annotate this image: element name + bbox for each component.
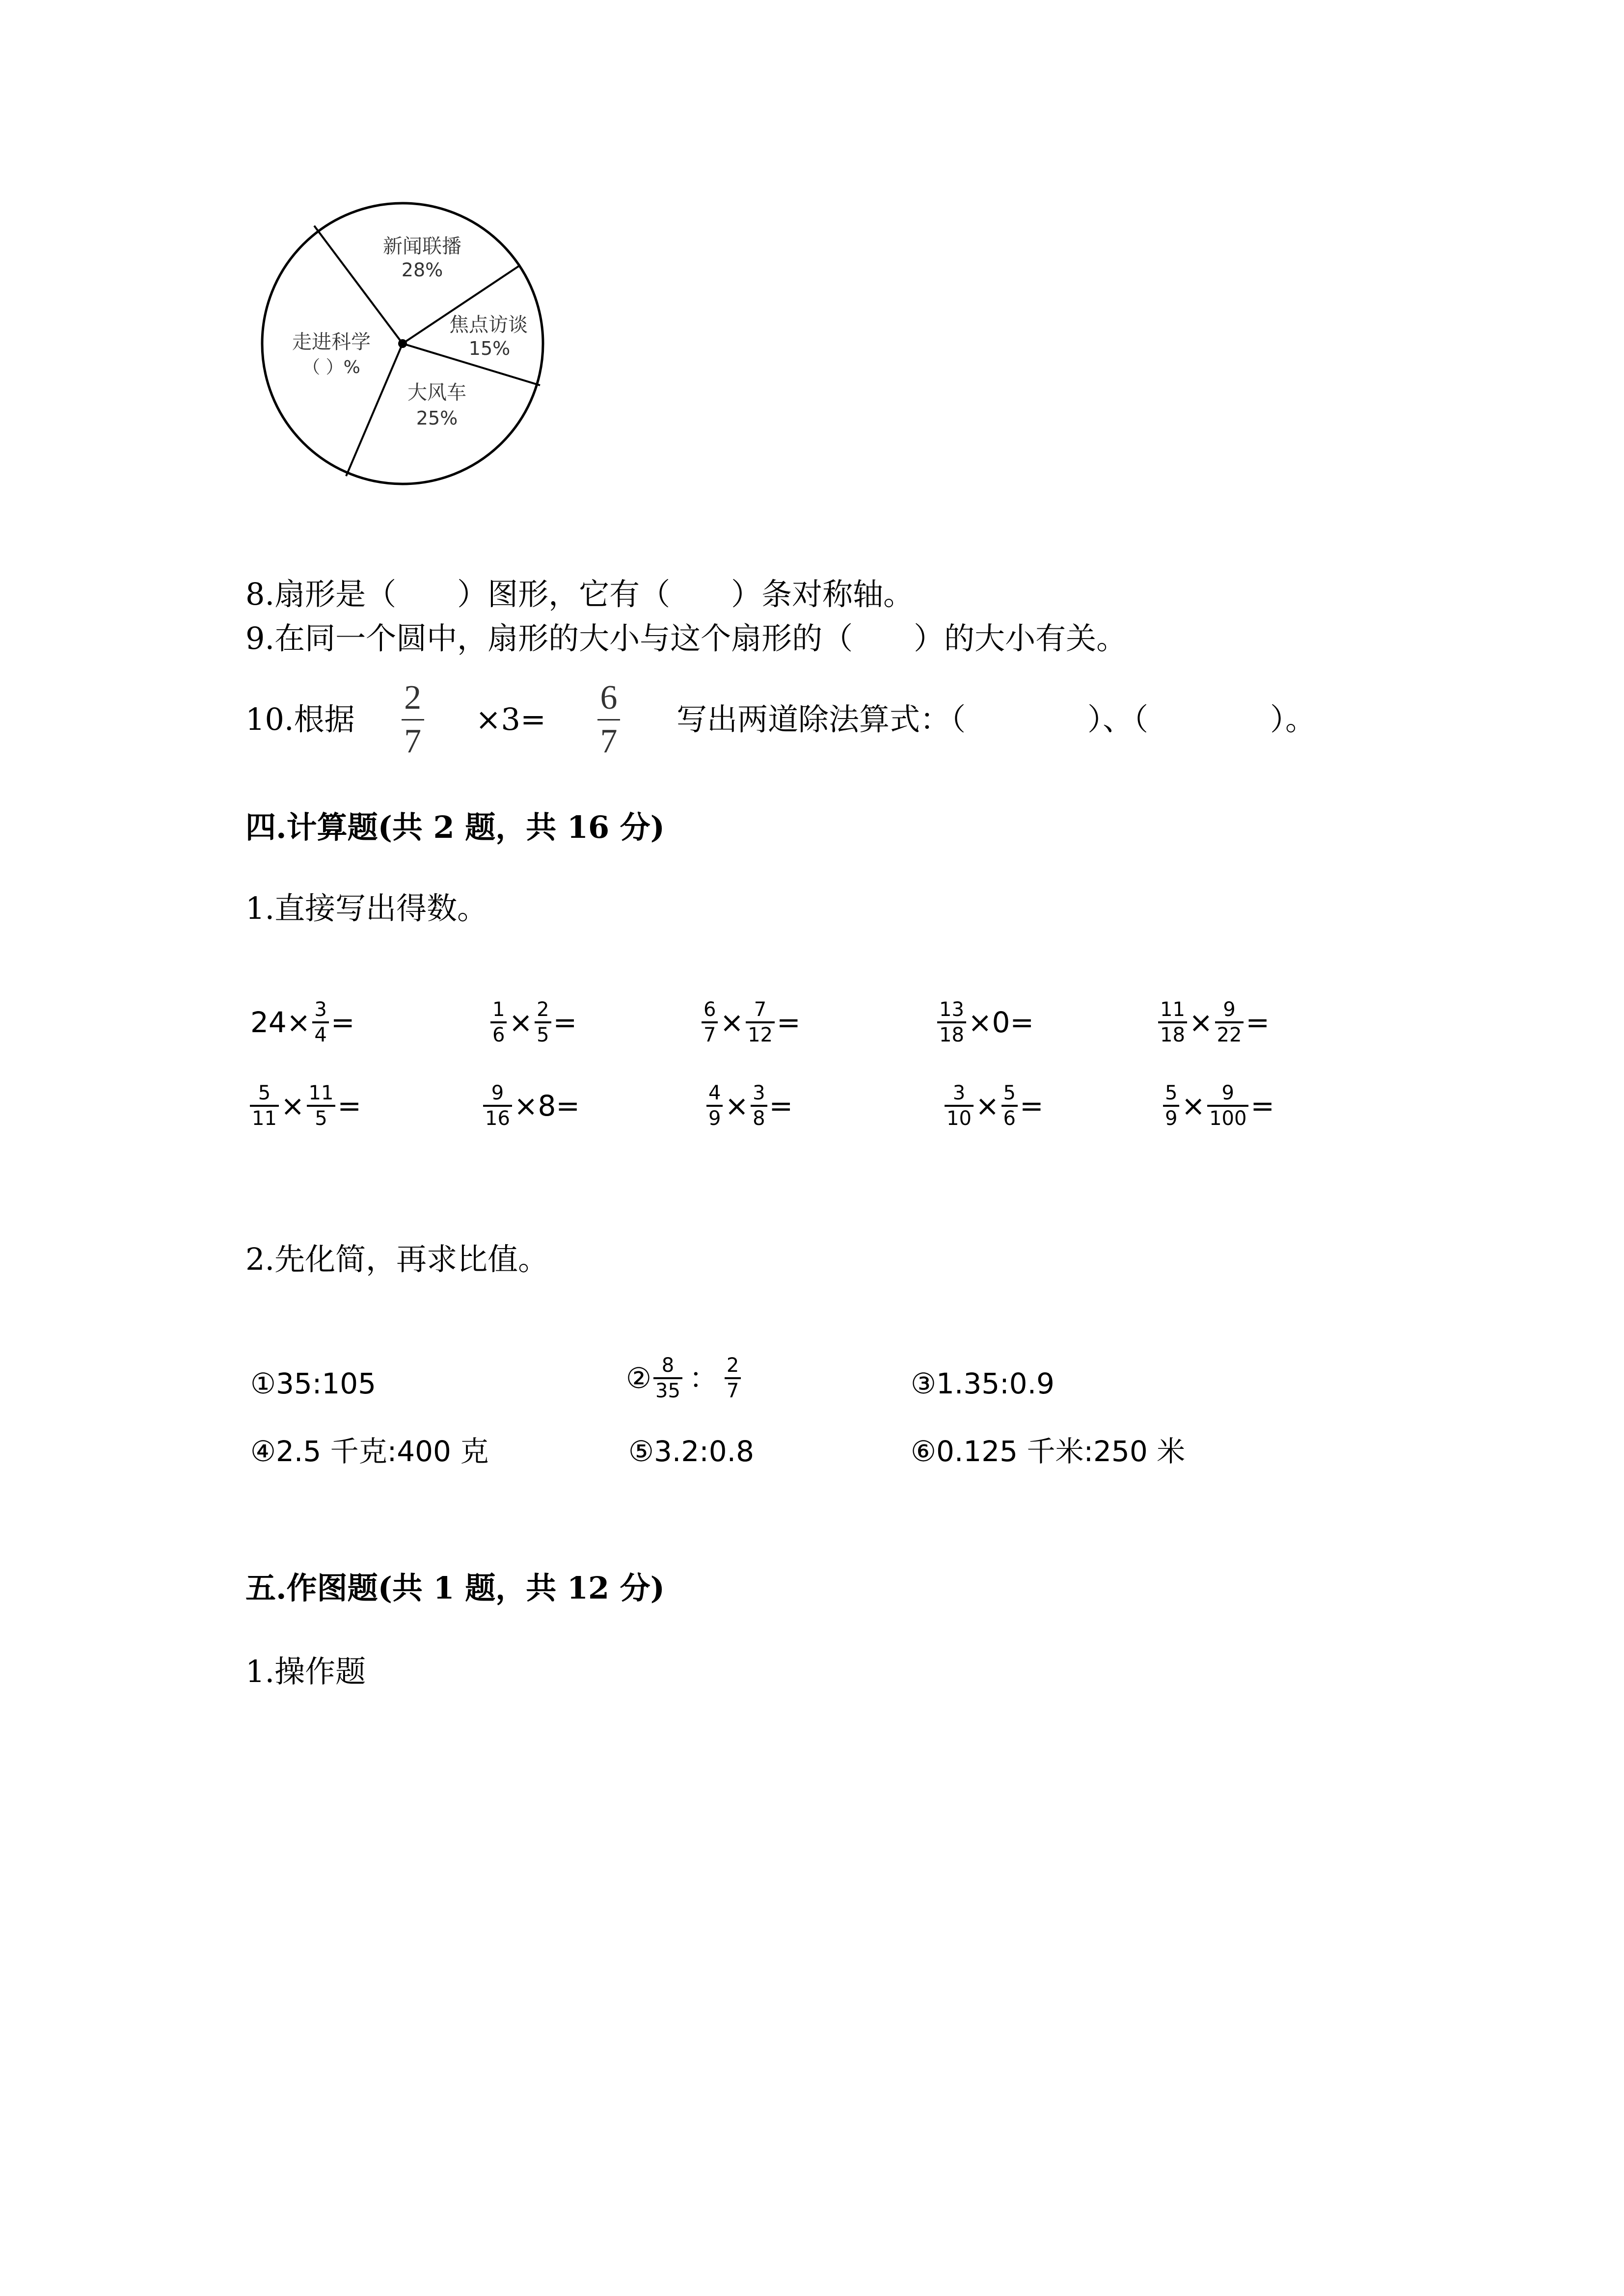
section-4-q1-title: 1.直接写出得数。	[245, 890, 488, 926]
calc-2-1: $\frac{5}{11}$ × $\frac{11}{5}$ =	[248, 1082, 361, 1129]
section-5-q1-title: 1.操作题	[245, 1654, 366, 1689]
q10-suffix: 写出两道除法算式：（ ）、（ ）。	[676, 701, 1316, 737]
section-4-q2-title: 2.先化简，再求比值。	[245, 1241, 549, 1277]
calc-2-2: $\frac{9}{16}$ ×8=	[481, 1082, 580, 1129]
ratio-2: ② $\frac{8}{35}$ ： $\frac{2}{7}$	[626, 1355, 743, 1402]
q10-fraction-1: $\frac{2}{7}$	[402, 680, 424, 759]
question-9: 9.在同一个圆中，扇形的大小与这个扇形的（ ）的大小有关。	[245, 620, 1127, 656]
ratio-5: ⑤3.2:0.8	[628, 1435, 755, 1468]
calc-1-3: $\frac{6}{7}$ × $\frac{7}{12}$ =	[700, 999, 801, 1046]
q10-prefix: 10.根据	[245, 701, 355, 737]
question-10	[245, 680, 1316, 759]
slice-label-jiaodian: 焦点访谈	[449, 314, 528, 336]
calc-2-3: $\frac{4}{9}$ × $\frac{3}{8}$ =	[704, 1082, 793, 1129]
ratio-4: ④2.5 千克:400 克	[250, 1435, 489, 1468]
calc-1-2: $\frac{1}{6}$ × $\frac{2}{5}$ =	[488, 999, 577, 1046]
calc-1-4: $\frac{13}{18}$ ×0=	[935, 999, 1034, 1046]
calc-2-4: $\frac{3}{10}$ × $\frac{5}{6}$ =	[943, 1082, 1044, 1129]
question-8: 8.扇形是（ ）图形，它有（ ）条对称轴。	[245, 576, 914, 612]
slice-value-zoujin: （ ）%	[302, 357, 360, 377]
calc-1-1: 24× $\frac{3}{4}$ =	[250, 998, 355, 1046]
slice-value-xinwen: 28%	[401, 259, 443, 281]
pie-chart	[245, 194, 550, 498]
ratio-6: ⑥0.125 千米:250 米	[911, 1435, 1186, 1468]
slice-value-jiaodian: 15%	[468, 338, 511, 359]
calc-1-5: $\frac{11}{18}$ × $\frac{9}{22}$ =	[1156, 999, 1270, 1046]
ratio-1: ①35:105	[250, 1367, 377, 1400]
calc-2-5: $\frac{5}{9}$ × $\frac{9}{100}$ =	[1161, 1082, 1274, 1129]
pie-center	[398, 339, 407, 348]
slice-value-dafengche: 25%	[416, 407, 458, 429]
slice-label-xinwen: 新闻联播	[383, 235, 461, 258]
section-5-title: 五.作图题(共 1 题，共 12 分)	[245, 1570, 665, 1606]
slice-label-dafengche: 大风车	[407, 381, 466, 404]
section-4-title: 四.计算题(共 2 题，共 16 分)	[245, 809, 665, 845]
q10-times-three: ×3=	[475, 701, 546, 737]
slice-label-zoujin: 走进科学	[292, 331, 371, 353]
ratio-3: ③1.35:0.9	[911, 1367, 1055, 1400]
q10-fraction-2: $\frac{6}{7}$	[597, 680, 620, 759]
